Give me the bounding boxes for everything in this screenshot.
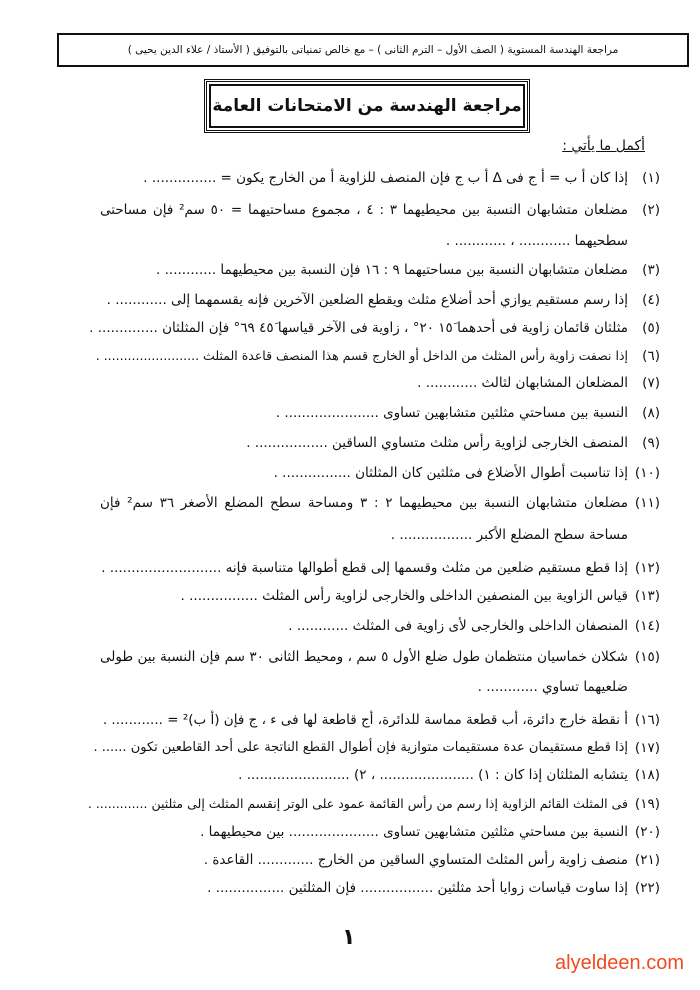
- question-number: (٢٢): [634, 880, 660, 896]
- question-text: مضلعان متشابهان النسبة بين محيطيهما ٣ : ٤ ، مجموع مساحتيهما = ٥٠ سم² فإن مساحتى: [100, 202, 628, 218]
- question-text: المضلعان المشابهان لثالث ............ .: [417, 375, 628, 391]
- question-text: مضلعان متشابهان النسبة بين محيطيهما ٢ : ٣ ومساحة سطح المضلع الأصغر ٣٦ سم² فإن: [100, 495, 628, 511]
- watermark: alyeldeen.com: [551, 952, 688, 975]
- question-text: ضلعيهما تساوي ............ .: [477, 679, 628, 695]
- question-number: (٦): [642, 348, 660, 364]
- question-text: منصف زاوية رأس المثلث المتساوي الساقين من الخارج ............. القاعدة .: [203, 852, 628, 868]
- question-number: (٥): [642, 320, 660, 336]
- title-box: [204, 79, 530, 133]
- question-text: إذا قطع مستقيمان عدة مستقيمات متوازية فإن أطوال القطع الناتجة على أحد القاطعين تكون ...... .: [93, 740, 628, 755]
- question-text: قياس الزاوية بين المنصفين الداخلى والخارجى لزاوية رأس المثلث ................ .: [180, 588, 628, 604]
- question-number: (١٤): [634, 618, 660, 634]
- page-number: ١: [342, 925, 356, 950]
- question-text: إذا ساوت قياسات زوايا أحد مثلثين ................. فإن المثلثين ................ .: [207, 880, 628, 896]
- question-number: (٢): [642, 202, 660, 218]
- question-text: المنصف الخارجى لزاوية رأس مثلث متساوي الساقين ................. .: [246, 435, 628, 451]
- question-text: أ نقطة خارج دائرة، أب قطعة مماسة للدائرة، أج قاطعة لها فى ء ، ج فإن (أ ب)² = ............ .: [102, 712, 628, 728]
- question-text: إذا نصفت زاوية رأس المثلث من الداخل أو الخارج قسم هذا المنصف قاعدة المثلث ........................ .: [95, 348, 628, 363]
- question-text: سطحيهما ............ ، ............ .: [445, 233, 628, 249]
- page-title: مراجعة الهندسة من الامتحانات العامة: [209, 84, 525, 128]
- question-number: (١٣): [634, 588, 660, 604]
- question-text: شكلان خماسيان منتظمان طول ضلع الأول ٥ سم ، ومحيط الثانى ٣٠ سم فإن النسبة بين طولى: [100, 649, 628, 665]
- question-text: إذا كان أ ب = أ ج فى ∆ أ ب ج فإن المنصف للزاوية أ من الخارج يكون = ............... .: [143, 170, 628, 186]
- question-text: النسبة بين مساحتي مثلثين متشابهين تساوى ...................... .: [275, 405, 628, 421]
- instruction: أكمل ما يأتي :: [562, 138, 645, 154]
- question-text: فى المثلث القائم الزاوية إذا رسم من رأس القائمة عمود على الوتر إنقسم المثلث إلى مثلثين ............. .: [87, 796, 628, 811]
- question-number: (١٠): [634, 465, 660, 481]
- question-number: (٩): [642, 435, 660, 451]
- question-number: (٢١): [634, 852, 660, 868]
- question-number: (١٨): [634, 767, 660, 783]
- question-number: (١٩): [634, 796, 660, 812]
- question-number: (١٦): [634, 712, 660, 728]
- question-number: (١٥): [634, 649, 660, 665]
- question-text: مثلثان قائمان زاوية فى أحدهما ١٥َ ٢٠° ، زاوية فى الآخر قياسها ٤٥َ ٦٩° فإن المثلثان .............. .: [89, 320, 628, 336]
- page-header: مراجعة الهندسة المستوية ( الصف الأول – الترم الثانى ) – مع خالص تمنياتى بالتوفيق ( الأستاذ / علاء الدين يحيى ): [57, 33, 689, 67]
- question-text: مساحة سطح المضلع الأكبر ................. .: [390, 527, 628, 543]
- question-text: إذا رسم مستقيم يوازي أحد أضلاع مثلث ويقطع الضلعين الآخرين فإنه يقسمهما إلى ............ .: [106, 292, 628, 308]
- question-text: يتشابه المثلثان إذا كان : ١) ...................... ، ٢) ........................ .: [238, 767, 628, 783]
- question-text: المنصفان الداخلى والخارجى لأى زاوية فى المثلث ............ .: [288, 618, 628, 634]
- question-number: (٣): [642, 262, 660, 278]
- question-text: إذا تناسبت أطوال الأضلاع فى مثلثين كان المثلثان ................ .: [273, 465, 628, 481]
- question-number: (٨): [642, 405, 660, 421]
- question-text: إذا قطع مستقيم ضلعين من مثلث وقسمها إلى قطع أطوالها متناسبة فإنه .......................... .: [101, 560, 628, 576]
- question-number: (٤): [642, 292, 660, 308]
- question-number: (٢٠): [634, 824, 660, 840]
- question-number: (٧): [642, 375, 660, 391]
- question-number: (١): [642, 170, 660, 186]
- question-number: (١٧): [634, 740, 660, 756]
- question-text: النسبة بين مساحتي مثلثين متشابهين تساوى ..................... بين محيطيهما .: [200, 824, 628, 840]
- question-text: مضلعان متشابهان النسبة بين مساحتيهما ٩ : ١٦ فإن النسبة بين محيطيهما ............ .: [156, 262, 628, 278]
- question-number: (١٢): [634, 560, 660, 576]
- question-number: (١١): [634, 495, 660, 511]
